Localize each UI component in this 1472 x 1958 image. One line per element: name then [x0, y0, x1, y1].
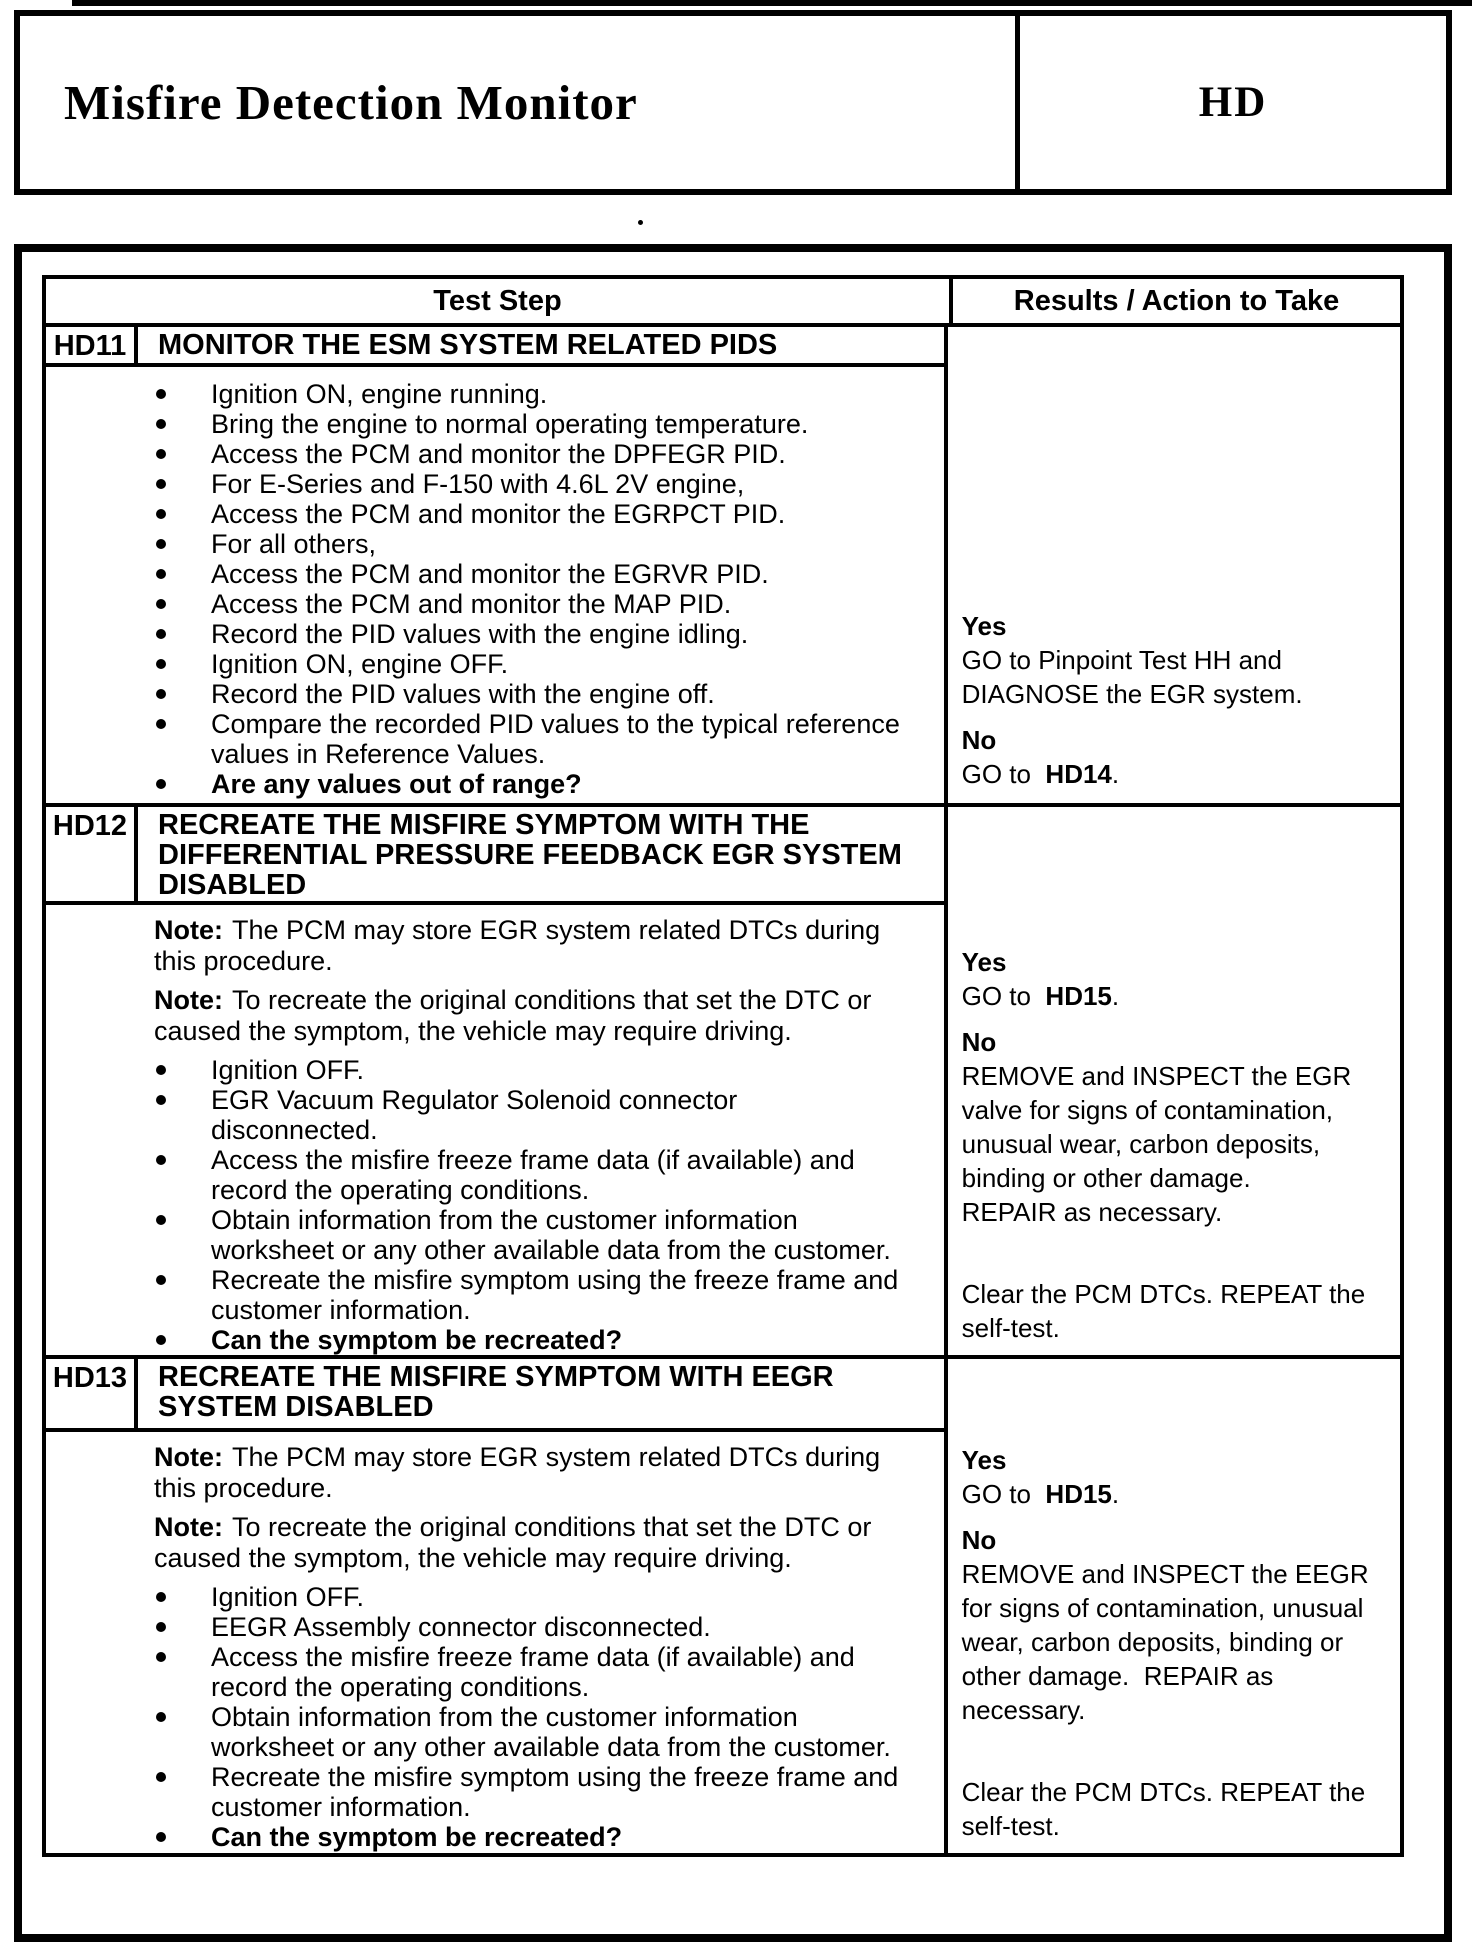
bullet-item	[46, 769, 944, 799]
bullet-icon	[156, 599, 166, 609]
bullet-icon	[156, 1832, 166, 1842]
result-text: .	[1111, 759, 1120, 789]
step-title-line: DISABLED	[158, 869, 307, 901]
step-content	[46, 1432, 944, 1853]
bullet-line: values in Reference Values.	[211, 739, 546, 769]
bullet-item	[46, 1145, 944, 1205]
table-header-row	[46, 279, 1400, 323]
bullet-text	[211, 529, 376, 559]
step-title-row	[46, 1359, 944, 1432]
bullet-line: Access the PCM and monitor the EGRPCT PID.	[211, 499, 786, 529]
result-label: No	[961, 1525, 997, 1555]
note	[154, 985, 938, 1047]
result-line	[962, 757, 1398, 791]
bullet-line: Can the symptom be recreated?	[211, 1325, 623, 1355]
steps-container	[46, 323, 1400, 1853]
result-footer	[962, 1775, 1398, 1853]
bullet-item	[46, 1822, 944, 1852]
result-line	[962, 1591, 1398, 1625]
bullet-item	[46, 439, 944, 469]
bullet-text	[211, 439, 786, 469]
result-line	[962, 1059, 1398, 1093]
bullet-icon	[156, 509, 166, 519]
bullet-icon	[156, 1275, 166, 1285]
step-id-cell	[46, 807, 138, 901]
result-text: REMOVE and INSPECT the EGR	[961, 1061, 1352, 1091]
result-text: wear, carbon deposits, binding or	[961, 1627, 1344, 1657]
bullet-line: Obtain information from the customer information	[211, 1702, 798, 1732]
bullet-item	[46, 1582, 944, 1612]
bullet-line: Bring the engine to normal operating temperature.	[211, 409, 809, 439]
note-label: Note:	[154, 915, 223, 945]
bullet-text	[211, 1265, 898, 1325]
bullet-text	[211, 709, 900, 769]
result-text: GO to	[961, 981, 1046, 1011]
bullet-icon	[156, 629, 166, 639]
bullet-text	[211, 379, 547, 409]
step-id: HD12	[52, 810, 128, 842]
bullet-text	[211, 769, 582, 799]
bullet-item	[46, 1702, 944, 1762]
step-title-line: SYSTEM DISABLED	[158, 1391, 434, 1423]
result-text: unusual wear, carbon deposits,	[961, 1129, 1321, 1159]
page-title: Misfire Detection Monitor	[64, 75, 638, 130]
bullet-line: worksheet or any other available data from the customer.	[211, 1235, 891, 1265]
bullet-line: Access the PCM and monitor the EGRVR PID.	[211, 559, 769, 589]
result-text: REPAIR as necessary.	[961, 1197, 1223, 1227]
test-step-block	[46, 323, 1400, 803]
result-label: No	[961, 725, 997, 755]
bullet-line: disconnected.	[211, 1115, 378, 1145]
bullet-icon	[156, 569, 166, 579]
bullet-item	[46, 679, 944, 709]
bullet-item	[46, 409, 944, 439]
result-text: GO to	[961, 1479, 1046, 1509]
result-line	[962, 643, 1398, 677]
bullet-item	[46, 1325, 944, 1355]
bullet-line: Recreate the misfire symptom using the freeze frame and	[211, 1265, 899, 1295]
bullet-icon	[156, 1772, 166, 1782]
bullet-text	[211, 1702, 891, 1762]
bullet-item	[46, 499, 944, 529]
bullet-icon	[156, 479, 166, 489]
bullet-line: For all others,	[211, 529, 377, 559]
bullet-icon	[156, 1155, 166, 1165]
bullet-icon	[156, 1095, 166, 1105]
step-id-cell	[46, 1359, 138, 1428]
step-id-cell	[46, 327, 138, 363]
bullet-icon	[156, 419, 166, 429]
result-text: REMOVE and INSPECT the EEGR	[961, 1559, 1369, 1589]
step-title	[138, 1359, 944, 1428]
result-text: HD14	[1045, 759, 1112, 789]
result-text: binding or other damage.	[961, 1163, 1251, 1193]
note-first-line	[154, 915, 938, 946]
bullet-text	[211, 1822, 622, 1852]
scan-artifact-dot	[638, 220, 643, 225]
result-line	[962, 1625, 1398, 1659]
bullet-text	[211, 1145, 855, 1205]
result-label: Yes	[961, 1445, 1007, 1475]
note-line: caused the symptom, the vehicle may require driving.	[154, 1543, 792, 1573]
result-text: GO to Pinpoint Test HH and	[961, 645, 1282, 675]
form-code: HD	[1198, 79, 1268, 126]
result-line	[962, 1693, 1398, 1727]
bullet-line: Ignition OFF.	[211, 1582, 365, 1612]
result-line	[962, 1161, 1398, 1195]
bullet-item	[46, 1642, 944, 1702]
bullet-icon	[156, 449, 166, 459]
step-left-column	[46, 807, 948, 1355]
result-footer-line: self-test.	[961, 1811, 1060, 1841]
result-line	[962, 677, 1398, 711]
bullet-line: Record the PID values with the engine idling.	[211, 619, 749, 649]
note	[154, 1442, 938, 1504]
result-label: Yes	[961, 947, 1007, 977]
result-footer	[962, 1277, 1398, 1355]
bullet-line: Record the PID values with the engine off.	[211, 679, 715, 709]
bullet-text	[211, 1762, 898, 1822]
note-text: The PCM may store EGR system related DTCs during	[232, 1442, 881, 1472]
bullet-icon	[156, 1652, 166, 1662]
bullet-item	[46, 1612, 944, 1642]
test-step-block	[46, 1355, 1400, 1853]
bullet-text	[211, 1642, 855, 1702]
result-group	[962, 723, 1398, 791]
result-text: valve for signs of contamination,	[961, 1095, 1334, 1125]
result-text: HD15	[1045, 1479, 1112, 1509]
result-label: Yes	[961, 611, 1007, 641]
result-footer-line: Clear the PCM DTCs. REPEAT the	[961, 1777, 1366, 1807]
bullet-line: customer information.	[211, 1295, 471, 1325]
bullet-line: For E-Series and F-150 with 4.6L 2V engine,	[211, 469, 745, 499]
bullet-icon	[156, 1335, 166, 1345]
step-content	[46, 367, 944, 803]
bullet-text	[211, 1055, 364, 1085]
note	[154, 915, 938, 977]
result-line	[962, 1127, 1398, 1161]
bullet-line: record the operating conditions.	[211, 1175, 590, 1205]
result-group	[962, 609, 1398, 711]
test-table-outer-box	[14, 244, 1452, 1942]
bullet-text	[211, 1612, 711, 1642]
bullet-text	[211, 1325, 622, 1355]
step-title-line: MONITOR THE ESM SYSTEM RELATED PIDS	[158, 329, 778, 361]
bullet-item	[46, 1085, 944, 1145]
bullet-icon	[156, 1065, 166, 1075]
bullet-item	[46, 379, 944, 409]
result-footer-line: Clear the PCM DTCs. REPEAT the	[961, 1279, 1366, 1309]
note-text: To recreate the original conditions that set the DTC or	[232, 1512, 872, 1542]
bullet-icon	[156, 659, 166, 669]
bullet-line: Are any values out of range?	[211, 769, 582, 799]
result-text: .	[1111, 981, 1120, 1011]
bullet-text	[211, 679, 715, 709]
note-label: Note:	[154, 1442, 223, 1472]
note-line: this procedure.	[154, 1473, 333, 1503]
note-line: caused the symptom, the vehicle may require driving.	[154, 1016, 792, 1046]
step-title-row	[46, 327, 944, 367]
bullet-item	[46, 619, 944, 649]
step-id: HD13	[52, 1362, 128, 1394]
test-table	[42, 275, 1404, 1857]
bullet-icon	[156, 1592, 166, 1602]
note-label: Note:	[154, 1512, 223, 1542]
bullet-line: EGR Vacuum Regulator Solenoid connector	[211, 1085, 738, 1115]
bullet-text	[211, 589, 731, 619]
result-group	[962, 945, 1398, 1013]
result-text: DIAGNOSE the EGR system.	[961, 679, 1303, 709]
result-text: .	[1111, 1479, 1120, 1509]
note-text: The PCM may store EGR system related DTCs during	[232, 915, 881, 945]
bullet-item	[46, 1205, 944, 1265]
scan-artifact-top	[72, 0, 1472, 6]
step-left-column	[46, 1359, 948, 1853]
bullet-icon	[156, 779, 166, 789]
result-text: necessary.	[961, 1695, 1086, 1725]
bullet-line: customer information.	[211, 1792, 471, 1822]
result-line	[962, 1195, 1398, 1229]
bullet-line: Ignition ON, engine OFF.	[211, 649, 509, 679]
result-text: GO to	[961, 759, 1046, 789]
result-text: HD15	[1045, 981, 1112, 1011]
bullet-text	[211, 1205, 891, 1265]
result-group	[962, 1523, 1398, 1727]
bullet-icon	[156, 1215, 166, 1225]
bullet-item	[46, 709, 944, 769]
result-text: other damage. REPAIR as	[961, 1661, 1274, 1691]
form-code-cell	[1020, 16, 1446, 189]
bullet-item	[46, 1265, 944, 1325]
result-footer-line: self-test.	[961, 1313, 1060, 1343]
bullet-line: Ignition ON, engine running.	[211, 379, 548, 409]
bullet-item	[46, 559, 944, 589]
bullet-icon	[156, 389, 166, 399]
bullet-item	[46, 469, 944, 499]
step-title	[138, 327, 944, 363]
result-line	[962, 979, 1398, 1013]
bullet-icon	[156, 689, 166, 699]
bullet-line: Recreate the misfire symptom using the freeze frame and	[211, 1762, 899, 1792]
bullet-text	[211, 1085, 737, 1145]
bullet-line: Access the misfire freeze frame data (if available) and	[211, 1642, 855, 1672]
result-label: No	[961, 1027, 997, 1057]
result-line	[962, 1477, 1398, 1511]
bullet-line: Can the symptom be recreated?	[211, 1822, 623, 1852]
note-first-line	[154, 985, 938, 1016]
step-title-line: RECREATE THE MISFIRE SYMPTOM WITH THE	[158, 809, 810, 841]
note	[154, 1512, 938, 1574]
bullet-line: worksheet or any other available data from the customer.	[211, 1732, 891, 1762]
bullet-item	[46, 1762, 944, 1822]
note-text: To recreate the original conditions that set the DTC or	[232, 985, 872, 1015]
note-first-line	[154, 1512, 938, 1543]
bullet-text	[211, 409, 808, 439]
results-cell	[948, 807, 1400, 1355]
bullet-icon	[156, 1712, 166, 1722]
page-title-cell	[20, 16, 1020, 189]
column-header-test-step: Test Step	[46, 279, 953, 323]
bullet-line: EEGR Assembly connector disconnected.	[211, 1612, 711, 1642]
bullet-icon	[156, 1622, 166, 1632]
bullet-item	[46, 649, 944, 679]
results-cell	[948, 327, 1400, 803]
bullet-text	[211, 469, 744, 499]
bullet-line: Ignition OFF.	[211, 1055, 365, 1085]
step-content	[46, 905, 944, 1355]
results-cell	[948, 1359, 1400, 1853]
bullet-line: record the operating conditions.	[211, 1672, 590, 1702]
bullet-text	[211, 559, 769, 589]
bullet-icon	[156, 539, 166, 549]
note-first-line	[154, 1442, 938, 1473]
step-id: HD11	[53, 330, 127, 362]
page-header-box	[14, 10, 1452, 195]
result-group	[962, 1025, 1398, 1229]
note-line: this procedure.	[154, 946, 333, 976]
step-title-row	[46, 807, 944, 905]
bullet-line: Access the PCM and monitor the DPFEGR PID.	[211, 439, 786, 469]
bullet-item	[46, 589, 944, 619]
result-line	[962, 1659, 1398, 1693]
bullet-line: Obtain information from the customer information	[211, 1205, 798, 1235]
bullet-text	[211, 499, 785, 529]
bullet-line: Compare the recorded PID values to the typical reference	[211, 709, 900, 739]
note-label: Note:	[154, 985, 223, 1015]
column-header-results: Results / Action to Take	[1013, 284, 1340, 317]
result-line	[962, 1093, 1398, 1127]
bullet-line: Access the PCM and monitor the MAP PID.	[211, 589, 732, 619]
bullet-line: Access the misfire freeze frame data (if available) and	[211, 1145, 855, 1175]
bullet-text	[211, 1582, 364, 1612]
step-left-column	[46, 327, 948, 803]
bullet-text	[211, 619, 748, 649]
step-title	[138, 807, 944, 901]
step-title-line: DIFFERENTIAL PRESSURE FEEDBACK EGR SYSTEM	[158, 839, 902, 871]
result-group	[962, 1443, 1398, 1511]
bullet-icon	[156, 719, 166, 729]
result-line	[962, 1557, 1398, 1591]
step-title-line: RECREATE THE MISFIRE SYMPTOM WITH EEGR	[158, 1361, 834, 1393]
bullet-text	[211, 649, 508, 679]
test-step-block	[46, 803, 1400, 1355]
result-text: for signs of contamination, unusual	[961, 1593, 1364, 1623]
bullet-item	[46, 529, 944, 559]
bullet-item	[46, 1055, 944, 1085]
